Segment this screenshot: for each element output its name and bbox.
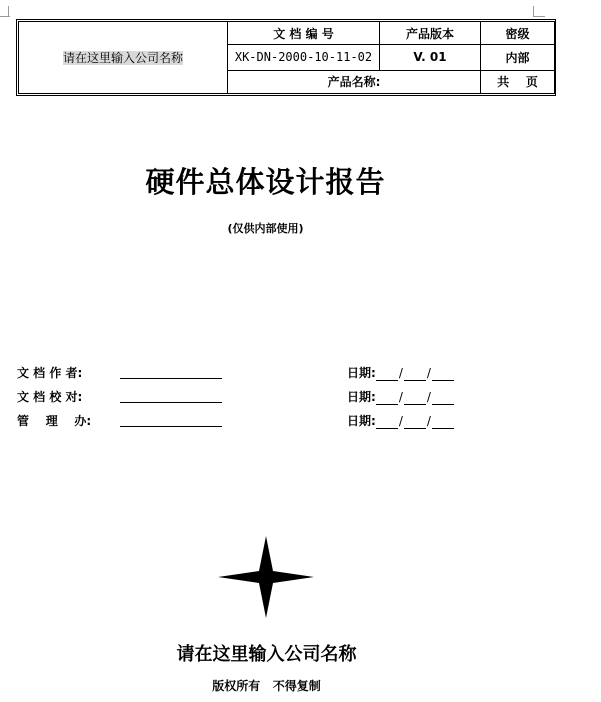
product-version-value[interactable]: V. 01 <box>380 45 481 70</box>
total-pages-cell[interactable]: 共 页 <box>481 70 555 93</box>
footer-company-name: 请在这里输入公司名称 <box>176 644 357 665</box>
date-day-blank[interactable] <box>432 391 454 405</box>
date-day-blank[interactable] <box>432 415 454 429</box>
product-name-label: 产品名称: <box>327 75 381 90</box>
secrecy-label: 密级 <box>481 22 555 45</box>
company-name-cell[interactable] <box>19 22 228 94</box>
crop-mark <box>533 6 534 16</box>
crop-mark <box>533 16 545 17</box>
product-version-label: 产品版本 <box>380 22 481 45</box>
date-year-blank[interactable] <box>376 367 398 381</box>
signature-line[interactable] <box>120 426 222 427</box>
document-subtitle: (仅供内部使用) <box>227 222 304 235</box>
signature-label: 管 理 办: <box>17 414 92 428</box>
four-point-star-icon <box>218 536 314 618</box>
date-day-blank[interactable] <box>432 367 454 381</box>
doc-number-label: 文 档 编 号 <box>228 22 380 45</box>
date-month-blank[interactable] <box>404 391 426 405</box>
header-table <box>18 21 555 94</box>
date-month-blank[interactable] <box>404 367 426 381</box>
signature-label: 文 档 作 者: <box>17 366 83 380</box>
date-field[interactable]: 日期: / / <box>347 364 454 381</box>
signature-label: 文 档 校 对: <box>17 390 83 404</box>
crop-mark <box>0 16 10 17</box>
crop-mark <box>8 6 9 16</box>
date-label: 日期: <box>347 390 376 404</box>
date-year-blank[interactable] <box>376 415 398 429</box>
document-title: 硬件总体设计报告 <box>145 165 386 199</box>
date-label: 日期: <box>347 366 376 380</box>
date-field[interactable]: 日期: / / <box>347 412 454 429</box>
signature-line[interactable] <box>120 402 222 403</box>
company-name-placeholder[interactable]: 请在这里输入公司名称 <box>62 51 183 65</box>
document-header <box>16 19 556 96</box>
signature-line[interactable] <box>120 378 222 379</box>
product-name-cell[interactable] <box>228 70 481 93</box>
date-field[interactable]: 日期: / / <box>347 388 454 405</box>
secrecy-value[interactable]: 内部 <box>481 45 555 70</box>
date-year-blank[interactable] <box>376 391 398 405</box>
date-month-blank[interactable] <box>404 415 426 429</box>
doc-number-value[interactable]: XK-DN-2000-10-11-02 <box>228 45 380 70</box>
copyright-notice: 版权所有 不得复制 <box>212 679 321 693</box>
date-label: 日期: <box>347 414 376 428</box>
